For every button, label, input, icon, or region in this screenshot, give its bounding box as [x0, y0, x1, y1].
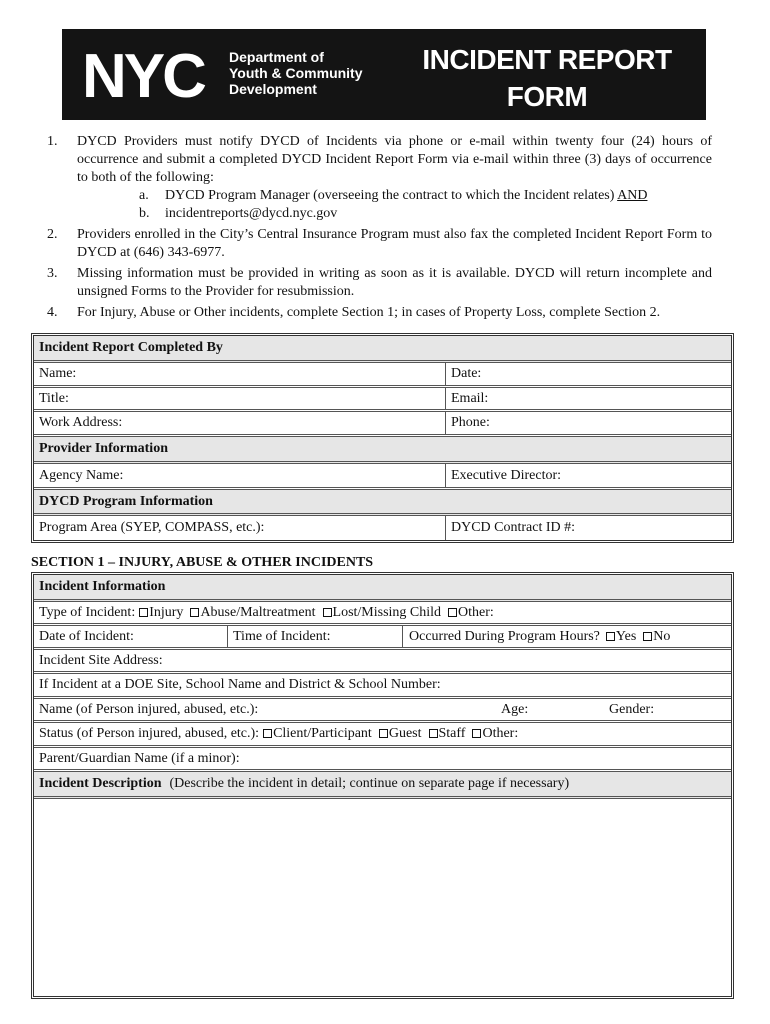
agency-name-field[interactable]: Agency Name: [34, 464, 446, 487]
status-cell [34, 723, 525, 745]
other-type-checkbox[interactable] [448, 608, 457, 617]
subitem-text: incidentreports@dycd.nyc.gov [165, 206, 338, 221]
description-heading: Incident Description [39, 776, 162, 791]
provider-heading-row [34, 437, 731, 464]
program-hours-cell [403, 626, 677, 647]
program-row [34, 516, 731, 540]
incident-info-table [31, 572, 734, 999]
no-option[interactable] [643, 629, 670, 645]
yes-option[interactable] [606, 629, 636, 645]
incident-info-heading: Incident Information [39, 579, 166, 594]
form-title [402, 41, 692, 115]
client-checkbox[interactable] [263, 729, 272, 738]
gender-field[interactable]: Gender: [609, 701, 655, 717]
instructions-list [35, 133, 712, 325]
instruction-number: 2. [47, 227, 58, 242]
subitem-emphasis: AND [617, 188, 648, 203]
instruction-text: For Injury, Abuse or Other incidents, complete Section 1; in cases of Property Loss, complete Section 2. [77, 305, 661, 320]
no-label: No [653, 628, 671, 644]
date-field[interactable]: Date: [451, 366, 482, 381]
description-area[interactable] [34, 799, 731, 995]
other-status-label: Other: [482, 726, 519, 741]
program-heading: DYCD Program Information [39, 493, 213, 509]
description-heading-row [34, 772, 731, 799]
instruction-number: 3. [47, 266, 58, 281]
reporter-info-table [31, 333, 734, 543]
phone-field[interactable]: Phone: [451, 415, 490, 430]
date-time-row [34, 626, 731, 650]
name-date-row [34, 363, 731, 388]
email-field[interactable]: Email: [451, 390, 489, 406]
lost-child-option[interactable] [323, 605, 442, 621]
form-title-line-1: INCIDENT REPORT [422, 44, 672, 75]
age-field[interactable]: Age: [501, 701, 529, 717]
injury-checkbox[interactable] [139, 608, 148, 617]
staff-option[interactable] [429, 726, 466, 742]
doe-site-row [34, 674, 731, 699]
contract-id-field[interactable]: DYCD Contract ID #: [451, 520, 576, 535]
yes-label: Yes [615, 628, 637, 644]
instruction-subitem [77, 187, 712, 205]
other-type-option[interactable] [448, 605, 494, 621]
subitem-text: DYCD Program Manager (overseeing the contract to which the Incident relates) [165, 188, 618, 203]
person-name-field[interactable]: Name (of Person injured, abused, etc.): [39, 701, 259, 717]
staff-label: Staff [438, 726, 466, 741]
instruction-text: Missing information must be provided in writing as soon as it is available. DYCD will return incomplete and unsigned Forms to the Provider for resubmission. [77, 266, 712, 299]
department-name [229, 49, 363, 97]
status-label: Status (of Person injured, abused, etc.): [39, 726, 260, 741]
incident-type-row [34, 602, 731, 626]
instruction-item [35, 304, 712, 322]
instruction-number: 1. [47, 134, 58, 149]
instruction-item [35, 226, 712, 262]
logo-text: NYC [82, 45, 204, 107]
doe-site-field[interactable]: If Incident at a DOE Site, School Name and District & School Number: [39, 677, 441, 692]
abuse-checkbox[interactable] [190, 608, 199, 617]
incident-date-field[interactable]: Date of Incident: [34, 626, 228, 647]
executive-director-field[interactable]: Executive Director: [451, 467, 562, 483]
guest-label: Guest [388, 726, 422, 741]
incident-type-label: Type of Incident: [39, 604, 136, 620]
provider-heading: Provider Information [39, 441, 168, 456]
abuse-label: Abuse/Maltreatment [200, 604, 316, 620]
dept-line-3: Development [229, 81, 317, 97]
section-1-title: SECTION 1 – INJURY, ABUSE & OTHER INCIDENTS [31, 555, 374, 570]
dept-line-1: Department of [229, 49, 324, 65]
incident-type-cell [34, 602, 501, 623]
work-address-field[interactable]: Work Address: [34, 412, 446, 434]
other-status-checkbox[interactable] [472, 729, 481, 738]
guardian-field[interactable]: Parent/Guardian Name (if a minor): [39, 750, 240, 766]
name-field[interactable]: Name: [34, 363, 446, 385]
address-phone-row [34, 412, 731, 437]
instruction-item [35, 265, 712, 301]
staff-checkbox[interactable] [429, 729, 438, 738]
program-area-field[interactable]: Program Area (SYEP, COMPASS, etc.): [34, 516, 446, 540]
other-status-option[interactable] [472, 726, 518, 742]
person-row [34, 699, 731, 723]
program-hours-label: Occurred During Program Hours? [409, 628, 600, 644]
subitem-letter: b. [139, 206, 150, 221]
completed-by-heading-row [34, 336, 731, 363]
site-address-field[interactable]: Incident Site Address: [39, 652, 163, 668]
description-note: (Describe the incident in detail; continue on separate page if necessary) [169, 776, 570, 791]
guest-option[interactable] [379, 726, 422, 742]
lost-child-label: Lost/Missing Child [332, 604, 442, 620]
title-field[interactable]: Title: [34, 388, 446, 409]
instruction-subitem [77, 205, 712, 223]
no-checkbox[interactable] [643, 632, 652, 641]
abuse-option[interactable] [190, 605, 315, 621]
instruction-text: Providers enrolled in the City’s Central Insurance Program must also fax the completed Incident Report Form to DYCD at (646) 343-6977. [77, 227, 712, 260]
header-banner [62, 29, 706, 120]
client-option[interactable] [263, 726, 372, 742]
agency-row [34, 464, 731, 490]
incident-time-field[interactable]: Time of Incident: [228, 626, 403, 647]
site-address-row [34, 650, 731, 674]
subitem-letter: a. [139, 188, 149, 203]
program-heading-row [34, 490, 731, 516]
lost-child-checkbox[interactable] [323, 608, 332, 617]
instruction-number: 4. [47, 305, 58, 320]
description-heading-cell [34, 772, 569, 796]
other-type-label: Other: [458, 604, 494, 620]
injury-option[interactable] [139, 605, 183, 621]
yes-checkbox[interactable] [606, 632, 615, 641]
instruction-item [35, 133, 712, 223]
guest-checkbox[interactable] [379, 729, 388, 738]
form-title-line-2: FORM [506, 81, 588, 112]
instruction-text: DYCD Providers must notify DYCD of Incidents via phone or e-mail within twenty four (24) hours of occurrence and submit a completed DYCD Incident Report Form via e-mail within three (3) days of occurrence to both of the following: [77, 134, 712, 185]
status-row [34, 723, 731, 748]
title-email-row [34, 388, 731, 412]
completed-by-heading: Incident Report Completed By [39, 340, 223, 355]
incident-info-heading-row [34, 575, 731, 602]
nyc-logo [82, 45, 222, 107]
guardian-row [34, 748, 731, 772]
dept-line-2: Youth & Community [229, 65, 363, 81]
injury-label: Injury [149, 604, 184, 620]
client-label: Client/Participant [273, 726, 372, 741]
